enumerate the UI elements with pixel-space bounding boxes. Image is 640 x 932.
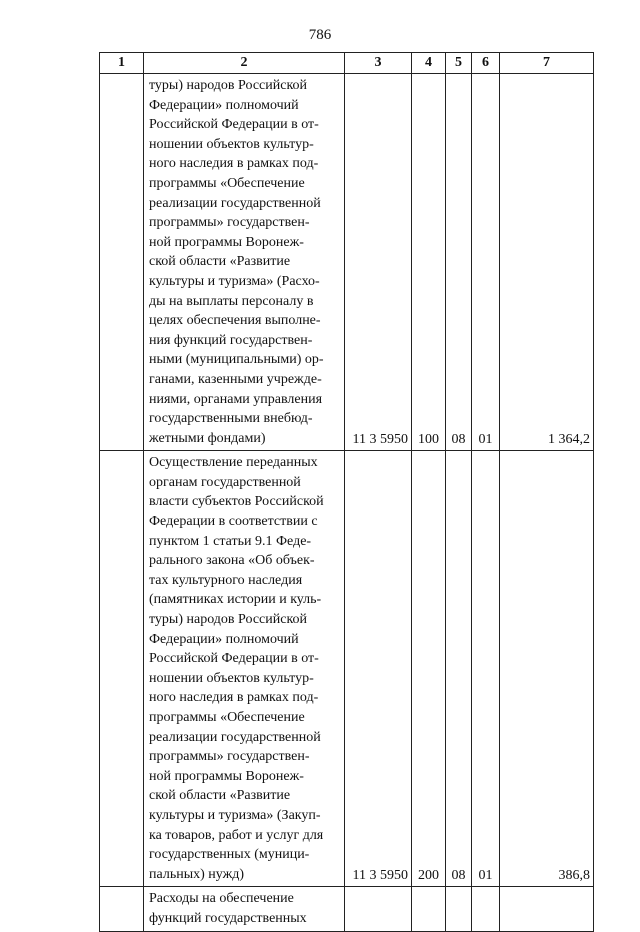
item-name-cell: туры) народов Российской Федерации» полномочий Российской Федерации в от- ношении объектов культур- ного наследия в рамках под- программы «Обеспечение реализации государственной программы» государствен- ной программы Воронеж- ской области «Развитие культуры и туризма» (Расхо- ды на выплаты персоналу в целях обеспечения выполне- ния функций государствен- ными (муниципальными) ор- ганами, казенными учрежде- ниями, органами управления государственными внебюд- жетными фондами) xyxy=(144,74,345,451)
item-name-cell: Расходы на обеспечение функций государственных xyxy=(144,887,345,931)
row-number-cell xyxy=(100,887,144,931)
table-row xyxy=(100,74,594,451)
expense-type-cell: 100 xyxy=(412,74,446,451)
subsection-cell: 01 xyxy=(472,451,500,887)
item-name-cell: Осуществление переданных органам государственной власти субъектов Российской Федерации в соответствии с пунктом 1 статьи 9.1 Феде- рального закона «Об объек- тах культурного наследия (памятниках истории и куль- туры) народов Российской Федерации» полномочий Российской Федерации в от- ношении объектов культур- ного наследия в рамках под- программы «Обеспечение реализации государственной программы» государствен- ной программы Воронеж- ской области «Развитие культуры и туризма» (Закуп- ка товаров, работ и услуг для государственных (муници- пальных) нужд) xyxy=(144,451,345,887)
target-code-cell: 11 3 5950 xyxy=(345,451,412,887)
amount-cell xyxy=(500,887,594,931)
target-code-cell: 11 3 5950 xyxy=(345,74,412,451)
header-col-4: 4 xyxy=(412,53,446,74)
amount-cell: 1 364,2 xyxy=(500,74,594,451)
header-col-6: 6 xyxy=(472,53,500,74)
table-row xyxy=(100,887,594,931)
header-col-2: 2 xyxy=(144,53,345,74)
section-cell: 08 xyxy=(446,451,472,887)
budget-table xyxy=(99,52,594,932)
header-col-3: 3 xyxy=(345,53,412,74)
section-cell: 08 xyxy=(446,74,472,451)
expense-type-cell xyxy=(412,887,446,931)
row-number-cell xyxy=(100,74,144,451)
subsection-cell xyxy=(472,887,500,931)
amount-cell: 386,8 xyxy=(500,451,594,887)
subsection-cell: 01 xyxy=(472,74,500,451)
header-row xyxy=(100,53,594,74)
row-number-cell xyxy=(100,451,144,887)
page-number: 786 xyxy=(308,27,332,43)
section-cell xyxy=(446,887,472,931)
header-col-1: 1 xyxy=(100,53,144,74)
header-col-5: 5 xyxy=(446,53,472,74)
header-col-7: 7 xyxy=(500,53,594,74)
expense-type-cell: 200 xyxy=(412,451,446,887)
table-row xyxy=(100,451,594,887)
target-code-cell xyxy=(345,887,412,931)
